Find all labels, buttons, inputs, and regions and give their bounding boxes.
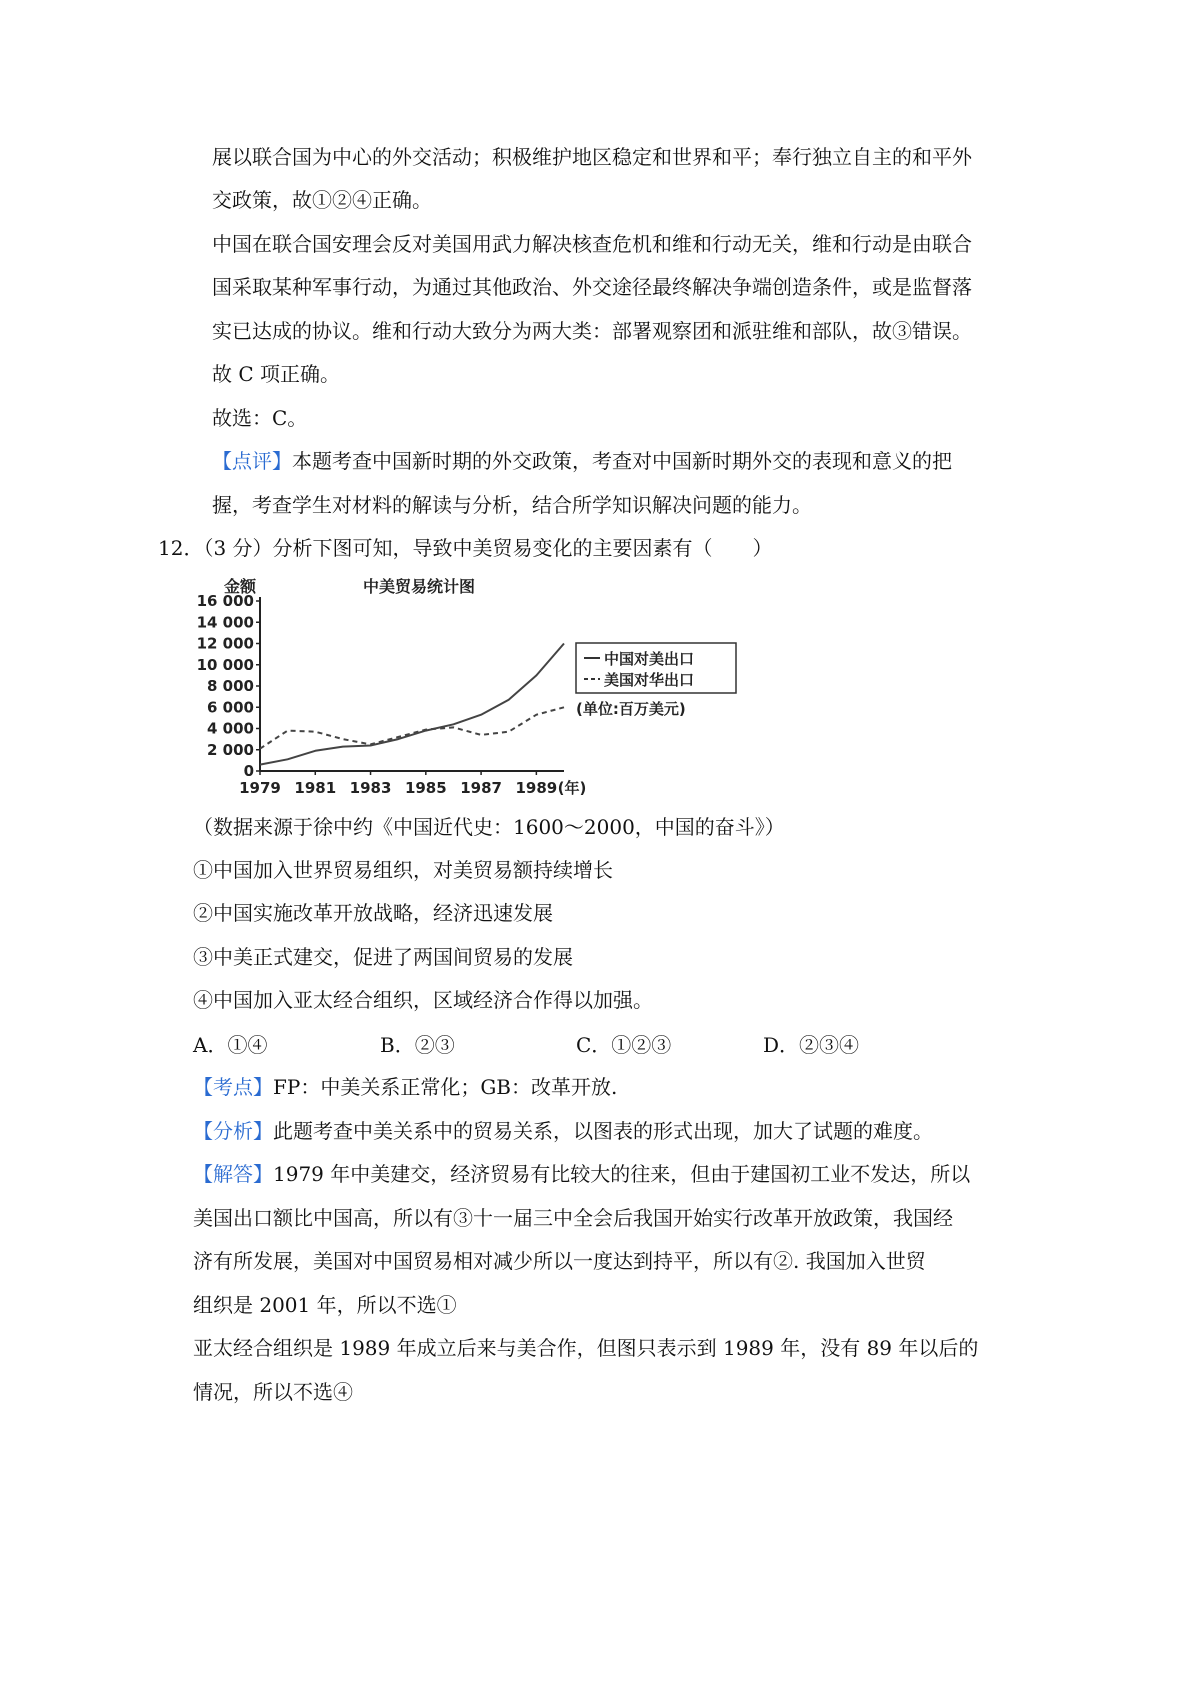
y-tick-label: 2 000 (207, 740, 254, 759)
text-line: 美国出口额比中国高，所以有③十一届三中全会后我国开始实行改革开放政策，我国经 (193, 1206, 953, 1230)
y-tick-label: 4 000 (207, 719, 254, 738)
text-line: 交政策，故①②④正确。 (212, 188, 432, 212)
x-axis-label: (年) (557, 779, 587, 797)
kaodian-tag: 【考点】 (193, 1075, 273, 1099)
kaodian-text: FP：中美关系正常化；GB：改革开放. (273, 1075, 618, 1099)
x-tick-label: 1989 (515, 779, 558, 797)
y-tick-label: 12 000 (196, 634, 254, 653)
legend-label: 中国对美出口 (604, 650, 695, 668)
text-line: 中国在联合国安理会反对美国用武力解决核查危机和维和行动无关，维和行动是由联合 (212, 232, 972, 256)
x-tick-label: 1981 (294, 779, 337, 797)
chart-ylabel: 金额 (224, 577, 257, 596)
text-line: 实已达成的协议。维和行动大致分为两大类：部署观察团和派驻维和部队，故③错误。 (212, 319, 972, 343)
review-line (212, 446, 952, 476)
text-line: 国采取某种军事行动，为通过其他政治、外交途径最终解决争端创造条件，或是监督落 (212, 275, 972, 299)
trade-chart (196, 575, 748, 807)
review-tag: 【点评】 (212, 449, 292, 473)
y-tick-label: 10 000 (196, 655, 254, 674)
review-text: 本题考查中国新时期的外交政策，考查对中国新时期外交的表现和意义的把 (292, 449, 952, 473)
text-line: 组织是 2001 年，所以不选① (193, 1293, 457, 1317)
y-tick-label: 16 000 (196, 592, 254, 610)
option-item: ①中国加入世界贸易组织，对美贸易额持续增长 (193, 858, 613, 882)
x-tick-label: 1979 (239, 779, 281, 797)
text-line: 情况，所以不选④ (193, 1380, 353, 1404)
y-tick-label: 6 000 (207, 698, 254, 717)
y-tick-label: 8 000 (207, 677, 254, 695)
fenxi-line (193, 1116, 933, 1146)
text-line: 展以联合国为中心的外交活动；积极维护地区稳定和世界和平；奉行独立自主的和平外 (212, 145, 972, 169)
x-tick-label: 1987 (460, 779, 502, 797)
legend-label: 美国对华出口 (604, 671, 695, 689)
text-line: 故选：C。 (212, 406, 308, 430)
chart-title: 中美贸易统计图 (363, 577, 476, 596)
text-line: 济有所发展，美国对中国贸易相对减少所以一度达到持平，所以有②. 我国加入世贸 (193, 1249, 926, 1273)
series-line-us-exports (260, 707, 564, 748)
fenxi-tag: 【分析】 (193, 1119, 273, 1143)
fenxi-text: 此题考查中美关系中的贸易关系，以图表的形式出现，加大了试题的难度。 (273, 1119, 933, 1143)
y-tick-label: 14 000 (196, 613, 254, 632)
y-tick-label: 0 (243, 762, 254, 780)
choice-d: D．②③④ (763, 1033, 860, 1057)
series-line-china-exports (260, 644, 564, 765)
jieda-tag: 【解答】 (193, 1162, 273, 1186)
text-line: 故 C 项正确。 (212, 362, 341, 386)
text-line: 亚太经合组织是 1989 年成立后来与美合作，但图只表示到 1989 年，没有 89 年以后的 (193, 1336, 979, 1360)
choice-b: B．②③ (380, 1033, 455, 1057)
option-item: ③中美正式建交，促进了两国间贸易的发展 (193, 945, 573, 969)
x-tick-label: 1983 (349, 779, 392, 797)
jieda-text: 1979 年中美建交，经济贸易有比较大的往来，但由于建国初工业不发达，所以 (273, 1162, 971, 1186)
chart-source: （数据来源于徐中约《中国近代史：1600～2000，中国的奋斗》） (193, 815, 785, 839)
text-line: 握，考查学生对材料的解读与分析，结合所学知识解决问题的能力。 (212, 493, 812, 517)
kaodian-line (193, 1072, 617, 1102)
x-tick-label: 1985 (404, 779, 447, 797)
option-item: ④中国加入亚太经合组织，区域经济合作得以加强。 (193, 988, 653, 1012)
chart-legend (576, 643, 736, 693)
choice-a: A．①④ (193, 1033, 268, 1057)
option-item: ②中国实施改革开放战略，经济迅速发展 (193, 901, 553, 925)
choice-c: C．①②③ (576, 1033, 672, 1057)
chart-unit-note: (单位:百万美元) (576, 700, 686, 718)
question-stem: 12．（3 分）分析下图可知，导致中美贸易变化的主要因素有（ ） (158, 536, 773, 560)
jieda-line (193, 1159, 970, 1189)
